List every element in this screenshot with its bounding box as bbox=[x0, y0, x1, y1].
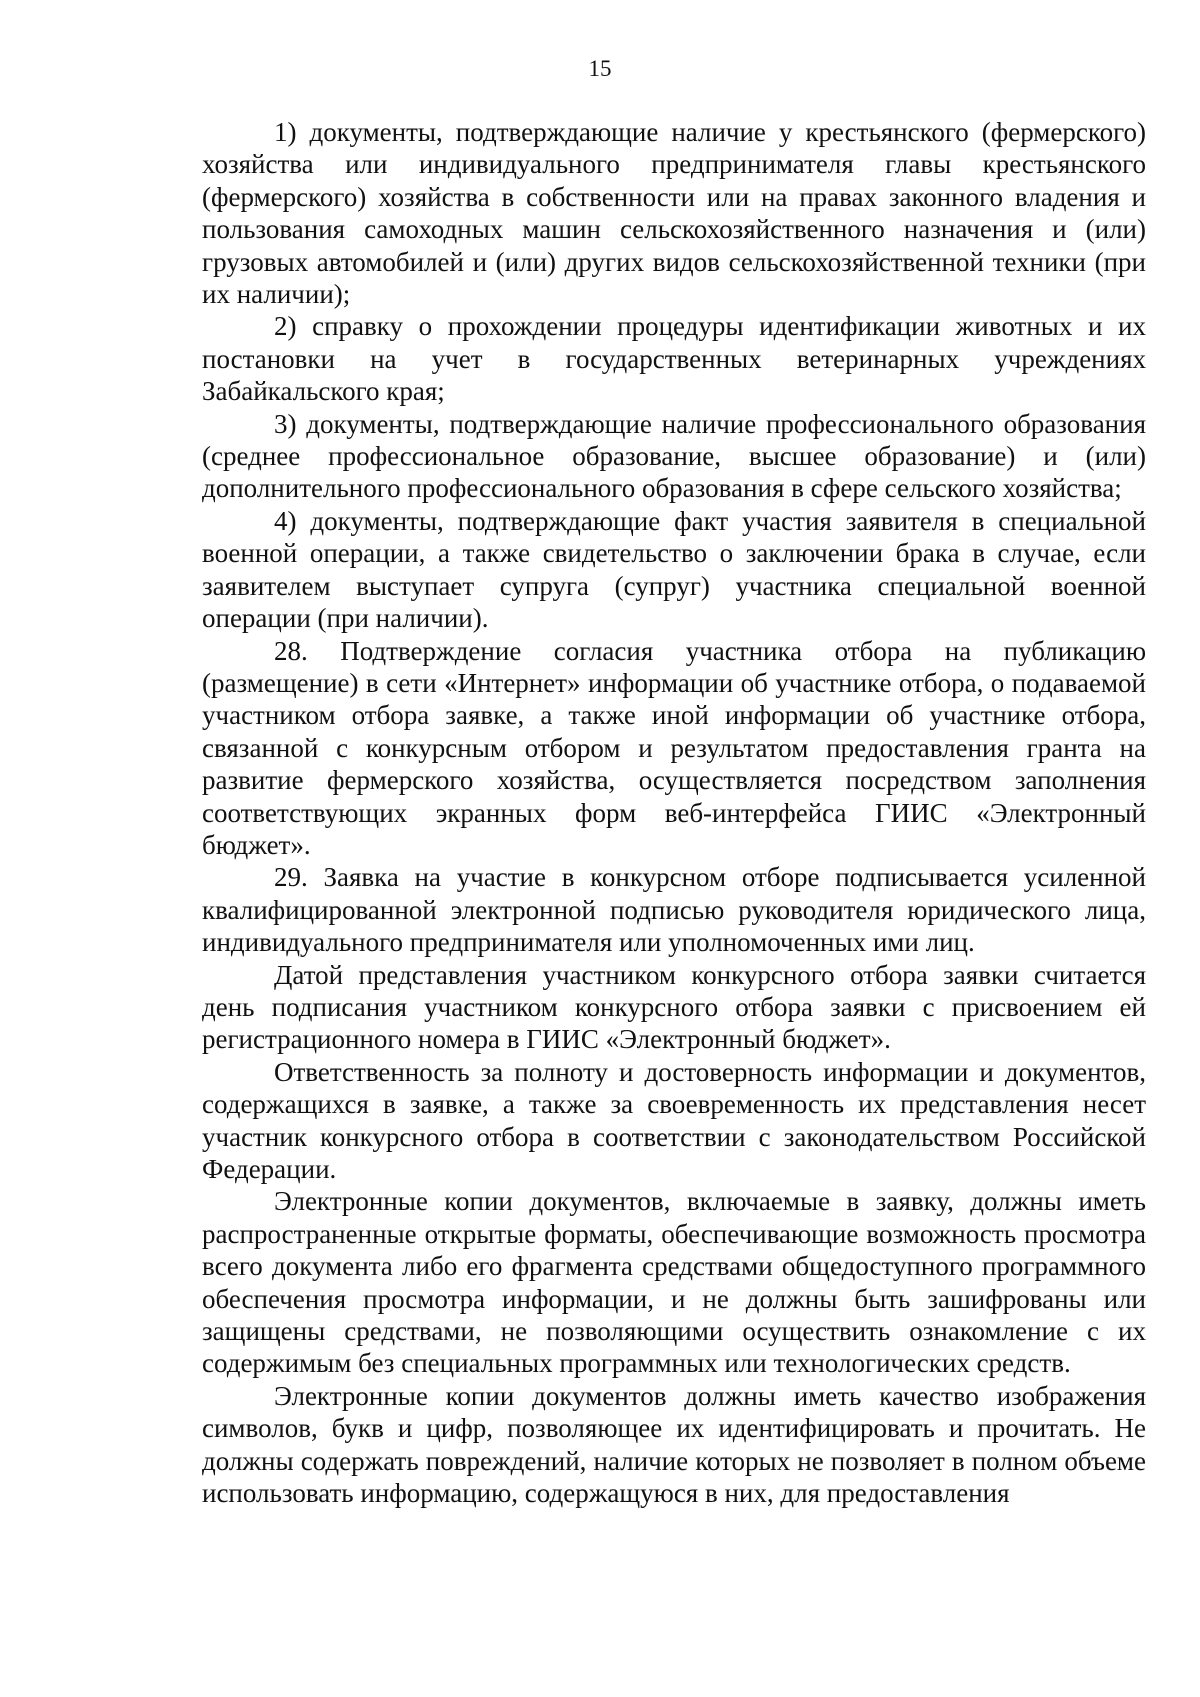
paragraph-electronic-formats: Электронные копии документов, включаемые в заявку, должны иметь распространенные открытые форматы, обеспечивающие возможность просмотра всего документа либо его фрагмента средствами общедоступного программного обеспечения просмотра информации, и не должны быть зашифрованы или защищены средствами, не позволяющими осуществить ознакомление с их содержимым без специальных программных или технологических средств. bbox=[202, 1186, 1146, 1379]
document-body bbox=[202, 116, 1146, 1509]
paragraph-submission-date: Датой представления участником конкурсного отбора заявки считается день подписания участником конкурсного отбора заявки с присвоением ей регистрационного номера в ГИИС «Электронный бюджет». bbox=[202, 959, 1146, 1055]
paragraph-item-4: 4) документы, подтверждающие факт участия заявителя в специальной военной операции, а также свидетельство о заключении брака в случае, если заявителем выступает супруга (супруг) участника специальной военной операции (при наличии). bbox=[202, 505, 1146, 634]
paragraph-clause-28: 28. Подтверждение согласия участника отбора на публикацию (размещение) в сети «Интернет» информации об участнике отбора, о подаваемой участником отбора заявке, а также иной информации об участнике отбора, связанной с конкурсным отбором и результатом предоставления гранта на развитие фермерского хозяйства, осуществляется посредством заполнения соответствующих экранных форм веб-интерфейса ГИИС «Электронный бюджет». bbox=[202, 635, 1146, 860]
paragraph-item-3: 3) документы, подтверждающие наличие профессионального образования (среднее профессиональное образование, высшее образование) и (или) дополнительного профессионального образования в сфере сельского хозяйства; bbox=[202, 408, 1146, 504]
paragraph-responsibility: Ответственность за полноту и достоверность информации и документов, содержащихся в заявке, а также за своевременность их представления несет участник конкурсного отбора в соответствии с законодательством Российской Федерации. bbox=[202, 1056, 1146, 1184]
page-number: 15 bbox=[588, 56, 612, 81]
paragraph-item-2: 2) справку о прохождении процедуры идентификации животных и их постановки на учет в государственных ветеринарных учреждениях Забайкальского края; bbox=[202, 311, 1146, 407]
paragraph-clause-29: 29. Заявка на участие в конкурсном отборе подписывается усиленной квалифицированной электронной подписью руководителя юридического лица, индивидуального предпринимателя или уполномоченных ими лиц. bbox=[202, 862, 1146, 958]
paragraph-item-1: 1) документы, подтверждающие наличие у крестьянского (фермерского) хозяйства или индивидуального предпринимателя главы крестьянского (фермерского) хозяйства в собственности или на правах законного владения и пользования самоходных машин сельскохозяйственного назначения и (или) грузовых автомобилей и (или) других видов сельскохозяйственной техники (при их наличии); bbox=[202, 117, 1146, 310]
paragraph-image-quality: Электронные копии документов должны иметь качество изображения символов, букв и цифр, позволяющее их идентифицировать и прочитать. Не должны содержать повреждений, наличие которых не позволяет в полном объеме использовать информацию, содержащуюся в них, для предоставления bbox=[202, 1380, 1146, 1509]
